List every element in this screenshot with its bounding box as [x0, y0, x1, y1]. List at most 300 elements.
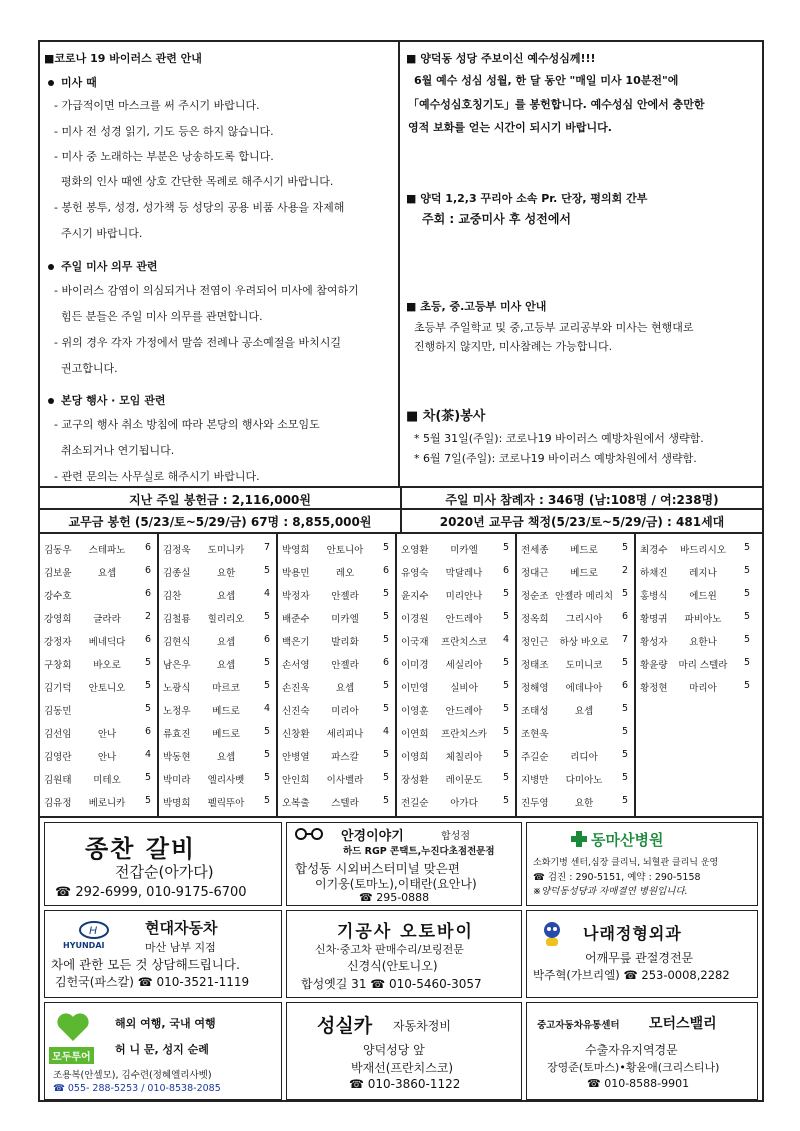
donor-row — [159, 676, 278, 698]
donor-name: 김원태 — [44, 775, 72, 786]
donor-column — [278, 534, 397, 816]
bullet-icon — [48, 398, 54, 404]
donor-saint: 글라라 — [93, 614, 121, 625]
donor-column — [636, 534, 758, 816]
attendance-count: 주일 미사 참례자 : 346명 (남:108명 / 여:238명) — [445, 493, 719, 507]
donor-saint: 하상 바오로 — [559, 637, 609, 648]
ad-subtitle: 중고자동차유통센터 — [537, 1020, 620, 1031]
donor-saint: 베드로 — [212, 706, 240, 717]
donor-saint: 세리피나 — [326, 729, 364, 740]
donor-name: 노정우 — [163, 706, 191, 717]
donor-name: 최경수 — [640, 545, 668, 556]
donor-saint: 베로니카 — [88, 798, 126, 809]
donor-row — [159, 745, 278, 767]
donor-name: 신진숙 — [282, 706, 310, 717]
donor-saint: 마리 스텔라 — [678, 660, 728, 671]
donor-count: 4 — [503, 634, 510, 645]
donor-row — [636, 607, 758, 629]
donor-count: 5 — [622, 657, 629, 668]
right-notices — [400, 42, 762, 486]
donor-name: 김동우 — [44, 545, 72, 556]
donor-row — [159, 630, 278, 652]
svg-text:H: H — [89, 925, 97, 937]
ad-title: 모터스밸리 — [649, 1016, 717, 1032]
donor-count: 5 — [622, 703, 629, 714]
donor-row — [517, 584, 636, 606]
donor-name: 황정현 — [640, 683, 668, 694]
donor-count: 2 — [145, 611, 152, 622]
donor-name: 정옥희 — [521, 614, 549, 625]
donor-count: 6 — [145, 726, 152, 737]
notices-area — [40, 42, 762, 486]
donor-saint: 프란치스코 — [441, 637, 487, 648]
donor-count: 4 — [264, 588, 271, 599]
donor-name: 윤지수 — [401, 591, 429, 602]
donor-saint: 프란치스카 — [441, 729, 487, 740]
ad-owner: 전갑순(아가다) — [115, 863, 214, 881]
donor-count: 5 — [264, 726, 271, 737]
ad-title: 성실카 — [317, 1015, 373, 1037]
donor-count: 5 — [503, 772, 510, 783]
donor-saint: 막달레나 — [445, 568, 483, 579]
ad-phone: 합성옛길 31 ☎ 010-5460-3057 — [301, 977, 482, 991]
hyundai-brand: HYUNDAI — [63, 941, 105, 950]
donor-saint: 안젤라 — [331, 591, 359, 602]
notice-text: 6월 예수 성심 성월, 한 달 동안 "매일 미사 10분전"에 — [414, 74, 679, 87]
donor-name: 안병열 — [282, 752, 310, 763]
donor-row — [40, 538, 159, 560]
donor-name: 이연희 — [401, 729, 429, 740]
donor-name: 박용민 — [282, 568, 310, 579]
donor-name: 신창환 — [282, 729, 310, 740]
donor-name: 김선임 — [44, 729, 72, 740]
donor-name: 손진욱 — [282, 683, 310, 694]
donor-name: 강영희 — [44, 614, 72, 625]
donor-name: 주길순 — [521, 752, 549, 763]
donor-count: 5 — [503, 749, 510, 760]
donor-name: 김기덕 — [44, 683, 72, 694]
donor-saint: 베드로 — [570, 568, 598, 579]
donor-row — [159, 722, 278, 744]
donor-saint: 미카엘 — [450, 545, 478, 556]
donor-row — [517, 791, 636, 813]
ad-glasses — [286, 822, 522, 906]
donor-count: 6 — [145, 634, 152, 645]
ad-phone: 박주혁(가브리엘) ☎ 253-0008,2282 — [533, 968, 730, 982]
ad-text: 수출자유지역경문 — [585, 1043, 678, 1057]
donor-name: 전길순 — [401, 798, 429, 809]
dues-households: 2020년 교무금 책정(5/23/토~5/29/금) : 481세대 — [439, 515, 725, 529]
donor-row — [40, 791, 159, 813]
donor-name: 정태조 — [521, 660, 549, 671]
donor-name: 지병만 — [521, 775, 549, 786]
donor-row — [278, 768, 397, 790]
bulletin-page — [38, 40, 764, 1102]
donor-count: 5 — [622, 795, 629, 806]
donor-row — [636, 561, 758, 583]
donor-count: 5 — [622, 772, 629, 783]
donor-saint: 발리화 — [331, 637, 359, 648]
donor-name: 오복출 — [282, 798, 310, 809]
donor-row — [278, 791, 397, 813]
ad-owner: 조용복(안셀모), 김수련(정혜엘리사벳) — [53, 1070, 212, 1081]
notice-line: 권고합니다. — [54, 362, 118, 375]
donor-saint: 에데나아 — [565, 683, 603, 694]
notice-text: 초등부 주일학교 및 중,고등부 교리공부와 미사는 현행대로 — [414, 321, 694, 334]
section-heading — [44, 258, 158, 274]
section-heading — [44, 74, 97, 90]
donor-saint: 요한 — [574, 798, 594, 809]
donor-saint: 실비아 — [450, 683, 478, 694]
notice-text: 영적 보화를 얻는 시간이 되시기 바랍니다. — [408, 121, 612, 134]
donor-name: 류효진 — [163, 729, 191, 740]
donor-row — [159, 538, 278, 560]
donor-row — [159, 768, 278, 790]
donor-row — [517, 768, 636, 790]
donor-saint: 요셉 — [97, 568, 117, 579]
donor-row — [159, 584, 278, 606]
donor-name: 황윤량 — [640, 660, 668, 671]
donor-row — [517, 699, 636, 721]
notice-text: 진행하지 않지만, 미사참례는 가능합니다. — [414, 340, 613, 353]
bullet-icon — [48, 80, 54, 86]
donor-count: 5 — [744, 542, 751, 553]
ad-orthopedics — [526, 910, 758, 998]
ad-branch: 합성점 — [441, 831, 470, 842]
donor-name: 이미경 — [401, 660, 429, 671]
donor-count: 5 — [145, 703, 152, 714]
donor-row — [517, 722, 636, 744]
donor-count: 5 — [744, 611, 751, 622]
donor-saint: 베드로 — [212, 729, 240, 740]
donor-saint: 에드윈 — [689, 591, 717, 602]
donor-saint: 요셉 — [216, 660, 236, 671]
notice-text: 주회 : 교중미사 후 성전에서 — [422, 212, 572, 226]
donor-name: 배준수 — [282, 614, 310, 625]
donor-saint: 파스칼 — [331, 752, 359, 763]
donor-name: 안인희 — [282, 775, 310, 786]
ad-hospital — [526, 822, 758, 906]
donor-saint: 베네딕다 — [88, 637, 126, 648]
donor-count: 5 — [383, 795, 390, 806]
donor-count: 6 — [503, 565, 510, 576]
donor-count: 6 — [383, 565, 390, 576]
donor-row — [278, 584, 397, 606]
donor-column — [397, 534, 517, 816]
donor-saint: 미카엘 — [331, 614, 359, 625]
donor-row — [517, 538, 636, 560]
ad-travel — [44, 1002, 282, 1100]
donor-row — [636, 584, 758, 606]
bullet-icon — [48, 264, 54, 270]
ad-branch: 마산 남부 지점 — [145, 941, 216, 954]
donor-name: 이국재 — [401, 637, 429, 648]
curia-title: ■ 양덕 1,2,3 꾸리아 소속 Pr. 단장, 평의회 간부 — [406, 192, 648, 205]
sacred-heart-title: ■ 양덕동 성당 주보이신 예수성심께!!! — [406, 52, 596, 65]
donor-saint: 바드리시오 — [680, 545, 726, 556]
donor-count: 5 — [383, 588, 390, 599]
donor-name: 조태성 — [521, 706, 549, 717]
donor-count: 6 — [145, 588, 152, 599]
donor-name: 김철룡 — [163, 614, 191, 625]
donor-row — [278, 607, 397, 629]
donor-row — [517, 745, 636, 767]
ad-owner: 이기웅(토마노),이태란(요안나) — [315, 877, 477, 891]
donor-saint: 안젤라 — [331, 660, 359, 671]
donor-count: 5 — [264, 657, 271, 668]
donor-row — [278, 653, 397, 675]
donor-row — [278, 630, 397, 652]
donor-count: 4 — [264, 703, 271, 714]
donor-name: 강수호 — [44, 591, 72, 602]
donor-count: 5 — [744, 588, 751, 599]
donor-row — [278, 676, 397, 698]
ad-owner: 신경식(안토니오) — [347, 959, 438, 973]
donor-name: 김찬 — [163, 591, 182, 602]
corona-title: ■코로나 19 바이러스 관련 안내 — [44, 52, 202, 65]
donor-count: 5 — [264, 680, 271, 691]
ad-text: 양덕성당 앞 — [363, 1043, 425, 1057]
donor-count: 5 — [744, 657, 751, 668]
ad-phone: ☎ 055- 288-5253 / 010-8538-2085 — [53, 1083, 221, 1094]
donor-saint: 도미니코 — [565, 660, 603, 671]
ad-address: 합성동 시외버스터미널 맞은편 — [295, 861, 460, 876]
donor-saint: 미리아 — [331, 706, 359, 717]
donor-count: 5 — [622, 542, 629, 553]
donor-count: 5 — [264, 749, 271, 760]
donor-saint: 안나 — [97, 729, 117, 740]
donor-saint: 이사벨라 — [326, 775, 364, 786]
donor-saint: 요한 — [216, 568, 236, 579]
donor-row — [397, 561, 517, 583]
notice-line: - 위의 경우 각자 가정에서 말씀 전례나 공소예절을 바치시길 — [54, 336, 341, 349]
donor-row — [40, 722, 159, 744]
ad-title: 기공사 오토바이 — [337, 922, 474, 942]
donor-row — [278, 745, 397, 767]
ad-subtitle: 자동차정비 — [393, 1019, 451, 1033]
donor-name: 박명희 — [163, 798, 191, 809]
donor-row — [397, 791, 517, 813]
donor-saint: 도미니카 — [207, 545, 245, 556]
donor-saint: 안토니오 — [88, 683, 126, 694]
donor-saint: 요셉 — [574, 706, 594, 717]
donor-count: 4 — [145, 749, 152, 760]
ad-title: 현대자동차 — [145, 919, 218, 937]
corona-notice — [40, 42, 400, 486]
donor-count: 5 — [383, 634, 390, 645]
ad-motorsvalley — [526, 1002, 758, 1100]
ad-owner: 장영준(토마스)•황윤애(크리스티나) — [547, 1061, 720, 1074]
donor-saint: 펠릭뚜아 — [207, 798, 245, 809]
ad-text: 차에 관한 모든 것 상담해드립니다. — [51, 957, 240, 972]
donor-count: 7 — [264, 542, 271, 553]
donor-count: 5 — [503, 795, 510, 806]
donor-saint: 미리안나 — [445, 591, 483, 602]
donor-saint: 다미아노 — [565, 775, 603, 786]
donor-column — [159, 534, 278, 816]
section-heading — [44, 392, 166, 408]
ad-subtitle: 하드 RGP 콘택트,누진다초점전문점 — [343, 846, 495, 857]
dues-strip — [40, 508, 762, 532]
donor-name: 손서영 — [282, 660, 310, 671]
donor-count: 5 — [503, 680, 510, 691]
ad-text: 허 니 문, 성지 순례 — [115, 1043, 209, 1056]
notice-line: 힘든 분들은 주일 미사 의무를 관면합니다. — [54, 310, 263, 323]
donor-saint: 마르코 — [212, 683, 240, 694]
donor-row — [636, 630, 758, 652]
donor-saint: 안드레아 — [445, 614, 483, 625]
donor-count: 4 — [383, 726, 390, 737]
donor-row — [397, 584, 517, 606]
donor-row — [278, 538, 397, 560]
ad-phone: ☎ 295-0888 — [359, 891, 430, 904]
donor-row — [397, 653, 517, 675]
tea-service-title: ■ 차(茶)봉사 — [406, 409, 486, 424]
ad-phone: ☎ 검진 : 290-5151, 예약 : 290-5158 — [533, 872, 701, 883]
donor-row — [40, 676, 159, 698]
ad-carrepair — [286, 1002, 522, 1100]
ad-text: 신차·중고차 판매수리/보링전문 — [315, 943, 464, 956]
donor-name: 정인근 — [521, 637, 549, 648]
donor-name: 남은우 — [163, 660, 191, 671]
donor-row — [397, 722, 517, 744]
donor-saint: 안토니아 — [326, 545, 364, 556]
ad-phone: 김헌국(파스칼) ☎ 010-3521-1119 — [55, 975, 250, 989]
donor-row — [40, 607, 159, 629]
donor-name: 박미라 — [163, 775, 191, 786]
donor-row — [40, 768, 159, 790]
dues-total: 교무금 봉헌 (5/23/토~5/29/금) 67명 : 8,855,000원 — [68, 515, 372, 529]
notice-line: - 미사 전 성경 읽기, 기도 등은 하지 않습니다. — [54, 125, 274, 138]
donor-name: 노광식 — [163, 683, 191, 694]
student-mass-title: ■ 초등, 중.고등부 미사 안내 — [406, 300, 547, 313]
donor-name: 장성환 — [401, 775, 429, 786]
ad-phone: ☎ 010-3860-1122 — [349, 1077, 461, 1091]
donor-count: 6 — [622, 611, 629, 622]
donor-name: 김유정 — [44, 798, 72, 809]
donor-name: 박동현 — [163, 752, 191, 763]
donor-count: 5 — [264, 795, 271, 806]
donor-grid — [40, 532, 762, 816]
donor-name: 조현욱 — [521, 729, 549, 740]
donor-name: 이민영 — [401, 683, 429, 694]
donor-name: 이경원 — [401, 614, 429, 625]
donor-name: 김정욱 — [163, 545, 191, 556]
donor-saint: 베드로 — [570, 545, 598, 556]
donor-count: 6 — [145, 542, 152, 553]
offering-total: 지난 주일 봉헌금 : 2,116,000원 — [129, 493, 311, 507]
ad-text: 어깨무릎 관절경전문 — [585, 951, 694, 965]
donor-count: 5 — [264, 565, 271, 576]
donor-count: 5 — [503, 611, 510, 622]
donor-name: 오영환 — [401, 545, 429, 556]
donor-name: 정순조 — [521, 591, 549, 602]
donor-saint: 요셉 — [216, 752, 236, 763]
ad-text: ※양덕동성당과 자매결연 병원입니다. — [533, 886, 688, 897]
section-heading-text: 미사 때 — [61, 76, 97, 89]
section-heading-text: 주일 미사 의무 관련 — [61, 260, 158, 273]
ad-owner: 박재선(프란치스코) — [351, 1061, 454, 1075]
donor-count: 5 — [503, 657, 510, 668]
donor-row — [517, 607, 636, 629]
notice-line: 취소되거나 연기됩니다. — [54, 444, 175, 457]
donor-count: 5 — [503, 703, 510, 714]
donor-count: 5 — [145, 795, 152, 806]
donor-row — [40, 745, 159, 767]
donor-name: 강정자 — [44, 637, 72, 648]
donor-row — [636, 538, 758, 560]
hospital-cross-icon — [571, 831, 587, 847]
donor-saint: 레지나 — [689, 568, 717, 579]
hyundai-logo-icon — [79, 921, 109, 939]
donor-row — [40, 699, 159, 721]
donor-name: 구창회 — [44, 660, 72, 671]
donor-row — [278, 561, 397, 583]
donor-row — [159, 561, 278, 583]
donor-saint: 마리아 — [689, 683, 717, 694]
donor-name: 정해영 — [521, 683, 549, 694]
donor-row — [278, 722, 397, 744]
ad-hyundai — [44, 910, 282, 998]
heart-logo-icon — [55, 1009, 91, 1043]
donor-saint: 엘리사벳 — [207, 775, 245, 786]
donor-saint: 요셉 — [216, 591, 236, 602]
donor-count: 5 — [503, 542, 510, 553]
donor-count: 5 — [622, 726, 629, 737]
donor-row — [397, 676, 517, 698]
donor-count: 5 — [503, 726, 510, 737]
donor-name: 김영란 — [44, 752, 72, 763]
donor-saint: 요셉 — [335, 683, 355, 694]
donor-count: 5 — [145, 680, 152, 691]
galbi-logo: 종찬 갈비 — [85, 835, 197, 863]
donor-name: 이영훈 — [401, 706, 429, 717]
notice-line: - 교구의 행사 취소 방침에 따라 본당의 행사와 소모임도 — [54, 418, 320, 431]
donor-row — [517, 676, 636, 698]
donor-saint: 스테파노 — [88, 545, 126, 556]
donor-saint: 그리시아 — [565, 614, 603, 625]
donor-row — [397, 630, 517, 652]
donor-count: 5 — [383, 772, 390, 783]
donor-count: 6 — [383, 657, 390, 668]
donor-name: 박정자 — [282, 591, 310, 602]
donor-row — [159, 791, 278, 813]
notice-line: - 미사 중 노래하는 부분은 낭송하도록 합니다. — [54, 150, 274, 163]
notice-line: - 관련 문의는 사무실로 해주시기 바랍니다. — [54, 470, 260, 483]
donor-saint: 리디아 — [570, 752, 598, 763]
donor-count: 5 — [383, 749, 390, 760]
donor-count: 5 — [383, 680, 390, 691]
donor-saint: 요셉 — [216, 637, 236, 648]
ad-text: 해외 여행, 국내 여행 — [115, 1017, 216, 1030]
donor-saint: 세실리아 — [445, 660, 483, 671]
donor-name: 김보윤 — [44, 568, 72, 579]
notice-line: - 가급적이면 마스크를 써 주시기 바랍니다. — [54, 99, 260, 112]
offering-strip — [40, 486, 762, 508]
ad-motorbike — [286, 910, 522, 998]
donor-saint: 스텔라 — [331, 798, 359, 809]
donor-saint: 레이문도 — [445, 775, 483, 786]
donor-row — [40, 584, 159, 606]
donor-row — [397, 745, 517, 767]
notice-line: - 봉헌 봉투, 성경, 성가책 등 성당의 공용 비품 사용을 자제해 — [54, 201, 345, 214]
donor-saint: 미테오 — [93, 775, 121, 786]
donor-saint: 힐리리오 — [207, 614, 245, 625]
ads-area — [40, 816, 762, 1102]
donor-column — [517, 534, 636, 816]
donor-name: 김동민 — [44, 706, 72, 717]
donor-row — [397, 699, 517, 721]
